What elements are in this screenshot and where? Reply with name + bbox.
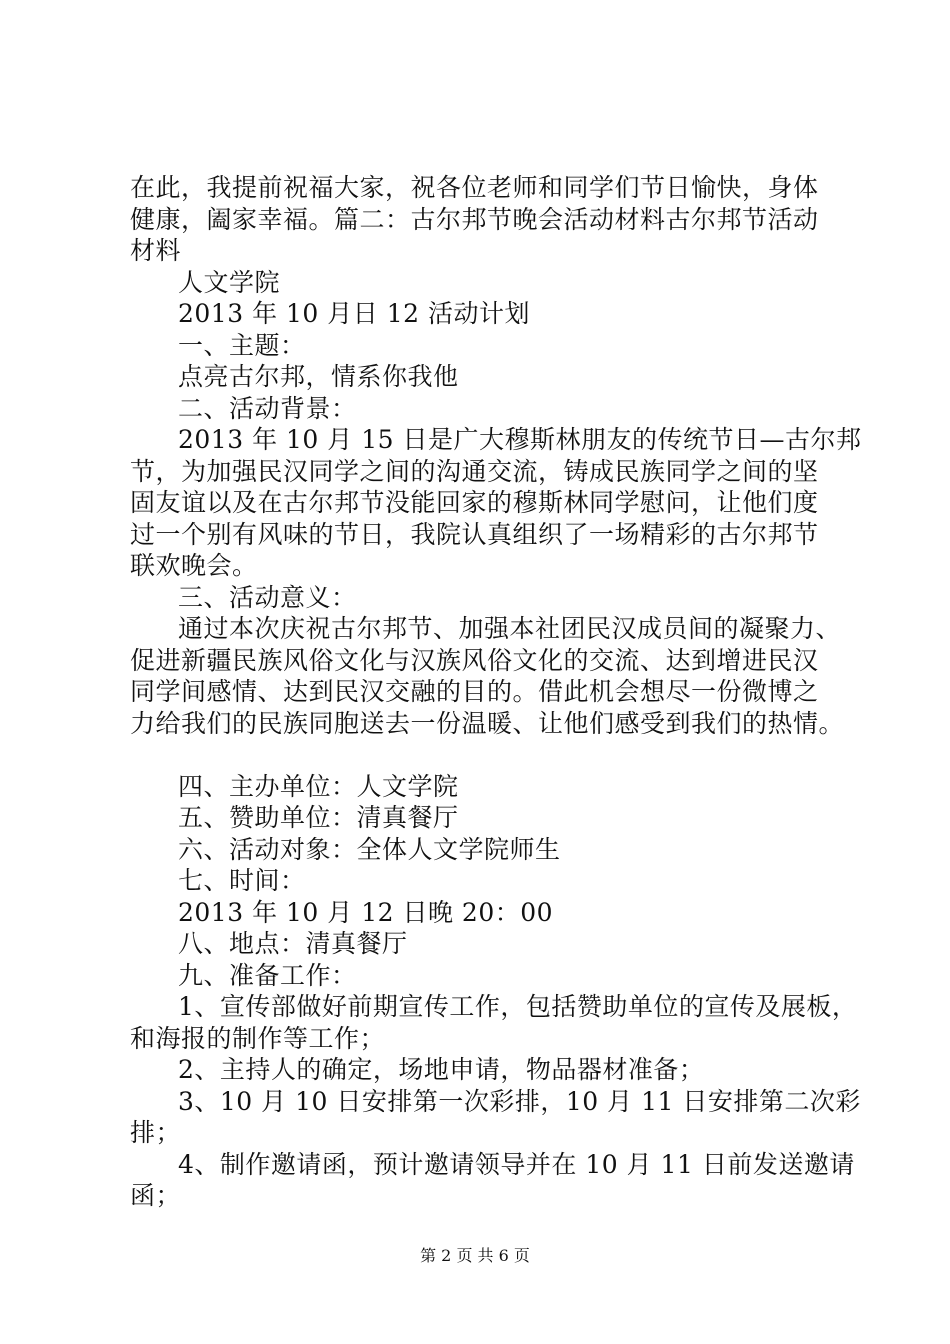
text-line: 四、主办单位：人文学院: [178, 771, 459, 801]
text-line: 固友谊以及在古尔邦节没能回家的穆斯林同学慰问，让他们度: [130, 488, 819, 517]
text-line: 健康，阖家幸福。篇二：古尔邦节晚会活动材料古尔邦节活动: [130, 204, 819, 234]
text-line: 1、宣传部做好前期宣传工作，包括赞助单位的宣传及展板，: [178, 992, 858, 1021]
text-line: 和海报的制作等工作；: [130, 1023, 386, 1053]
text-line: 函；: [130, 1181, 182, 1210]
text-line: 2013 年 10 月日 12 活动计划: [178, 299, 530, 328]
text-line: 人文学院: [178, 267, 281, 297]
section-heading: 一、主题：: [178, 330, 306, 360]
text-line: 八、地点：清真餐厅: [178, 929, 408, 958]
text-line: 促进新疆民族风俗文化与汉族风俗文化的交流、达到增进民汉: [130, 645, 819, 675]
text-line: 五、赞助单位：清真餐厅: [178, 803, 459, 832]
text-line: 2、主持人的确定，场地申请，物品器材准备；: [178, 1055, 705, 1084]
text-line: 4、制作邀请函，预计邀请领导并在 10 月 11 日前发送邀请: [178, 1149, 855, 1179]
section-heading: 三、活动意义：: [178, 582, 357, 612]
document-body: [130, 172, 862, 1212]
text-line: 点亮古尔邦，情系你我他: [178, 362, 459, 391]
section-heading: 二、活动背景：: [178, 393, 357, 423]
text-line: 六、活动对象：全体人文学院师生: [178, 834, 561, 864]
text-line: 材料: [130, 236, 182, 265]
text-line: 3、10 月 10 日安排第一次彩排，10 月 11 日安排第二次彩: [178, 1086, 861, 1116]
text-line: 在此，我提前祝福大家，祝各位老师和同学们节日愉快，身体: [130, 173, 819, 202]
text-line: 联欢晚会。: [130, 551, 258, 580]
text-line: 2013 年 10 月 15 日是广大穆斯林朋友的传统节日—古尔邦: [178, 425, 862, 454]
text-line: 排；: [130, 1118, 182, 1147]
text-line: 通过本次庆祝古尔邦节、加强本社团民汉成员间的凝聚力、: [178, 614, 842, 643]
section-heading: 七、时间：: [178, 866, 306, 895]
paragraph-gap: [130, 739, 838, 771]
text-line: 过一个别有风味的节日，我院认真组织了一场精彩的古尔邦节: [130, 519, 819, 549]
section-heading: 九、准备工作：: [178, 960, 357, 990]
page-footer: 第 2 页 共 6 页: [420, 1246, 530, 1265]
text-line: 2013 年 10 月 12 日晚 20：00: [178, 897, 554, 927]
text-line: 节，为加强民汉同学之间的沟通交流，铸成民族同学之间的坚: [130, 456, 819, 486]
text-line: 力给我们的民族同胞送去一份温暖、让他们感受到我们的热情。: [130, 708, 845, 738]
text-line: 同学间感情、达到民汉交融的目的。借此机会想尽一份微博之: [130, 677, 819, 706]
